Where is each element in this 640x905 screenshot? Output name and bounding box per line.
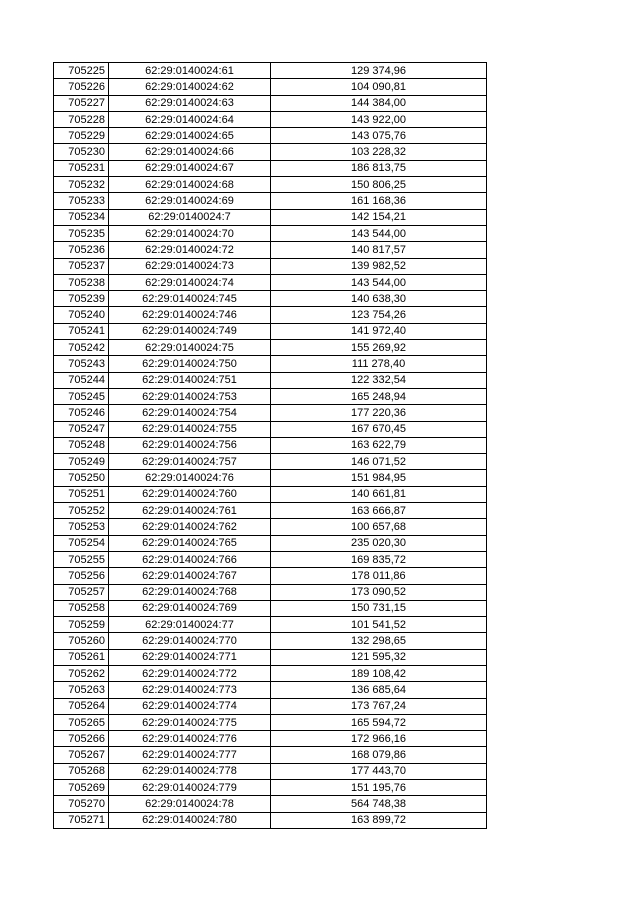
value-cell: 140 638,30	[271, 291, 487, 307]
cadastral-number-cell: 62:29:0140024:768	[109, 584, 271, 600]
value-cell: 165 594,72	[271, 714, 487, 730]
table-row	[54, 95, 487, 111]
row-number-cell: 705246	[54, 405, 109, 421]
cadastral-number-cell: 62:29:0140024:68	[109, 177, 271, 193]
table-row	[54, 600, 487, 616]
row-number-cell: 705229	[54, 128, 109, 144]
value-cell: 163 622,79	[271, 437, 487, 453]
cadastral-number-cell: 62:29:0140024:64	[109, 111, 271, 127]
row-number-cell: 705228	[54, 111, 109, 127]
value-cell: 178 011,86	[271, 568, 487, 584]
table-row	[54, 731, 487, 747]
table-row	[54, 128, 487, 144]
table-row	[54, 519, 487, 535]
table-row	[54, 79, 487, 95]
table-row	[54, 617, 487, 633]
cadastral-number-cell: 62:29:0140024:750	[109, 356, 271, 372]
table-row	[54, 747, 487, 763]
table-row	[54, 209, 487, 225]
row-number-cell: 705269	[54, 780, 109, 796]
table-row	[54, 144, 487, 160]
row-number-cell: 705252	[54, 503, 109, 519]
table-row	[54, 486, 487, 502]
cadastral-number-cell: 62:29:0140024:65	[109, 128, 271, 144]
value-cell: 139 982,52	[271, 258, 487, 274]
row-number-cell: 705241	[54, 323, 109, 339]
table-row	[54, 470, 487, 486]
table-row	[54, 568, 487, 584]
cadastral-number-cell: 62:29:0140024:765	[109, 535, 271, 551]
value-cell: 140 817,57	[271, 242, 487, 258]
row-number-cell: 705271	[54, 812, 109, 828]
cadastral-number-cell: 62:29:0140024:753	[109, 388, 271, 404]
cadastral-number-cell: 62:29:0140024:78	[109, 796, 271, 812]
value-cell: 140 661,81	[271, 486, 487, 502]
row-number-cell: 705238	[54, 274, 109, 290]
table-row	[54, 291, 487, 307]
row-number-cell: 705244	[54, 372, 109, 388]
value-cell: 151 984,95	[271, 470, 487, 486]
table-row	[54, 633, 487, 649]
value-cell: 161 168,36	[271, 193, 487, 209]
cadastral-number-cell: 62:29:0140024:73	[109, 258, 271, 274]
table-row	[54, 421, 487, 437]
cadastral-number-cell: 62:29:0140024:751	[109, 372, 271, 388]
table-row	[54, 323, 487, 339]
cadastral-number-cell: 62:29:0140024:762	[109, 519, 271, 535]
row-number-cell: 705257	[54, 584, 109, 600]
row-number-cell: 705227	[54, 95, 109, 111]
value-cell: 143 544,00	[271, 225, 487, 241]
row-number-cell: 705236	[54, 242, 109, 258]
row-number-cell: 705258	[54, 600, 109, 616]
row-number-cell: 705254	[54, 535, 109, 551]
value-cell: 173 090,52	[271, 584, 487, 600]
cadastral-number-cell: 62:29:0140024:755	[109, 421, 271, 437]
cadastral-number-cell: 62:29:0140024:67	[109, 160, 271, 176]
table-row	[54, 796, 487, 812]
row-number-cell: 705264	[54, 698, 109, 714]
cadastral-number-cell: 62:29:0140024:746	[109, 307, 271, 323]
cadastral-number-cell: 62:29:0140024:745	[109, 291, 271, 307]
cadastral-number-cell: 62:29:0140024:774	[109, 698, 271, 714]
cadastral-number-cell: 62:29:0140024:754	[109, 405, 271, 421]
table-row	[54, 551, 487, 567]
table-row	[54, 405, 487, 421]
row-number-cell: 705260	[54, 633, 109, 649]
value-cell: 136 685,64	[271, 682, 487, 698]
row-number-cell: 705259	[54, 617, 109, 633]
table-row	[54, 242, 487, 258]
row-number-cell: 705263	[54, 682, 109, 698]
cadastral-number-cell: 62:29:0140024:62	[109, 79, 271, 95]
row-number-cell: 705234	[54, 209, 109, 225]
table-row	[54, 372, 487, 388]
cadastral-number-cell: 62:29:0140024:770	[109, 633, 271, 649]
value-cell: 189 108,42	[271, 665, 487, 681]
value-cell: 143 075,76	[271, 128, 487, 144]
table-row	[54, 780, 487, 796]
value-cell: 168 079,86	[271, 747, 487, 763]
value-cell: 132 298,65	[271, 633, 487, 649]
table-row	[54, 812, 487, 828]
value-cell: 103 228,32	[271, 144, 487, 160]
cadastral-number-cell: 62:29:0140024:760	[109, 486, 271, 502]
row-number-cell: 705249	[54, 454, 109, 470]
table-row	[54, 258, 487, 274]
value-cell: 564 748,38	[271, 796, 487, 812]
cadastral-number-cell: 62:29:0140024:63	[109, 95, 271, 111]
cadastral-number-cell: 62:29:0140024:70	[109, 225, 271, 241]
value-cell: 235 020,30	[271, 535, 487, 551]
row-number-cell: 705233	[54, 193, 109, 209]
table-row	[54, 763, 487, 779]
table-row	[54, 160, 487, 176]
table-row	[54, 503, 487, 519]
row-number-cell: 705237	[54, 258, 109, 274]
value-cell: 172 966,16	[271, 731, 487, 747]
value-cell: 101 541,52	[271, 617, 487, 633]
row-number-cell: 705235	[54, 225, 109, 241]
cadastral-value-table	[53, 62, 487, 829]
cadastral-number-cell: 62:29:0140024:76	[109, 470, 271, 486]
row-number-cell: 705232	[54, 177, 109, 193]
value-cell: 150 806,25	[271, 177, 487, 193]
row-number-cell: 705256	[54, 568, 109, 584]
table-row	[54, 698, 487, 714]
cadastral-number-cell: 62:29:0140024:7	[109, 209, 271, 225]
cadastral-number-cell: 62:29:0140024:780	[109, 812, 271, 828]
cadastral-number-cell: 62:29:0140024:69	[109, 193, 271, 209]
cadastral-number-cell: 62:29:0140024:749	[109, 323, 271, 339]
value-cell: 173 767,24	[271, 698, 487, 714]
table-row	[54, 437, 487, 453]
value-cell: 167 670,45	[271, 421, 487, 437]
cadastral-number-cell: 62:29:0140024:773	[109, 682, 271, 698]
cadastral-number-cell: 62:29:0140024:767	[109, 568, 271, 584]
value-cell: 165 248,94	[271, 388, 487, 404]
cadastral-number-cell: 62:29:0140024:66	[109, 144, 271, 160]
table-row	[54, 193, 487, 209]
table-row	[54, 584, 487, 600]
value-cell: 143 544,00	[271, 274, 487, 290]
value-cell: 141 972,40	[271, 323, 487, 339]
value-cell: 146 071,52	[271, 454, 487, 470]
table-body	[54, 63, 487, 829]
row-number-cell: 705251	[54, 486, 109, 502]
value-cell: 100 657,68	[271, 519, 487, 535]
cadastral-number-cell: 62:29:0140024:777	[109, 747, 271, 763]
table-row	[54, 682, 487, 698]
row-number-cell: 705270	[54, 796, 109, 812]
cadastral-number-cell: 62:29:0140024:775	[109, 714, 271, 730]
cadastral-number-cell: 62:29:0140024:769	[109, 600, 271, 616]
value-cell: 144 384,00	[271, 95, 487, 111]
row-number-cell: 705245	[54, 388, 109, 404]
value-cell: 121 595,32	[271, 649, 487, 665]
cadastral-number-cell: 62:29:0140024:761	[109, 503, 271, 519]
cadastral-number-cell: 62:29:0140024:772	[109, 665, 271, 681]
row-number-cell: 705247	[54, 421, 109, 437]
table-row	[54, 388, 487, 404]
row-number-cell: 705231	[54, 160, 109, 176]
value-cell: 177 443,70	[271, 763, 487, 779]
row-number-cell: 705250	[54, 470, 109, 486]
table-row	[54, 63, 487, 79]
row-number-cell: 705266	[54, 731, 109, 747]
row-number-cell: 705265	[54, 714, 109, 730]
row-number-cell: 705253	[54, 519, 109, 535]
cadastral-number-cell: 62:29:0140024:779	[109, 780, 271, 796]
cadastral-number-cell: 62:29:0140024:771	[109, 649, 271, 665]
table-row	[54, 307, 487, 323]
value-cell: 129 374,96	[271, 63, 487, 79]
row-number-cell: 705242	[54, 340, 109, 356]
cadastral-number-cell: 62:29:0140024:766	[109, 551, 271, 567]
value-cell: 104 090,81	[271, 79, 487, 95]
table-row	[54, 274, 487, 290]
row-number-cell: 705255	[54, 551, 109, 567]
cadastral-number-cell: 62:29:0140024:74	[109, 274, 271, 290]
value-cell: 142 154,21	[271, 209, 487, 225]
value-cell: 186 813,75	[271, 160, 487, 176]
value-cell: 122 332,54	[271, 372, 487, 388]
cadastral-number-cell: 62:29:0140024:778	[109, 763, 271, 779]
cadastral-number-cell: 62:29:0140024:77	[109, 617, 271, 633]
cadastral-number-cell: 62:29:0140024:776	[109, 731, 271, 747]
cadastral-number-cell: 62:29:0140024:72	[109, 242, 271, 258]
table-row	[54, 454, 487, 470]
table-row	[54, 649, 487, 665]
row-number-cell: 705230	[54, 144, 109, 160]
value-cell: 163 666,87	[271, 503, 487, 519]
row-number-cell: 705225	[54, 63, 109, 79]
value-cell: 150 731,15	[271, 600, 487, 616]
value-cell: 111 278,40	[271, 356, 487, 372]
table-row	[54, 356, 487, 372]
value-cell: 151 195,76	[271, 780, 487, 796]
value-cell: 123 754,26	[271, 307, 487, 323]
value-cell: 143 922,00	[271, 111, 487, 127]
table-row	[54, 111, 487, 127]
table-row	[54, 225, 487, 241]
row-number-cell: 705267	[54, 747, 109, 763]
value-cell: 169 835,72	[271, 551, 487, 567]
row-number-cell: 705262	[54, 665, 109, 681]
row-number-cell: 705248	[54, 437, 109, 453]
cadastral-number-cell: 62:29:0140024:61	[109, 63, 271, 79]
row-number-cell: 705243	[54, 356, 109, 372]
row-number-cell: 705226	[54, 79, 109, 95]
table-row	[54, 714, 487, 730]
cadastral-number-cell: 62:29:0140024:75	[109, 340, 271, 356]
row-number-cell: 705261	[54, 649, 109, 665]
value-cell: 163 899,72	[271, 812, 487, 828]
row-number-cell: 705240	[54, 307, 109, 323]
value-cell: 155 269,92	[271, 340, 487, 356]
table-row	[54, 340, 487, 356]
table-row	[54, 535, 487, 551]
table-row	[54, 665, 487, 681]
value-cell: 177 220,36	[271, 405, 487, 421]
row-number-cell: 705239	[54, 291, 109, 307]
cadastral-number-cell: 62:29:0140024:756	[109, 437, 271, 453]
row-number-cell: 705268	[54, 763, 109, 779]
cadastral-number-cell: 62:29:0140024:757	[109, 454, 271, 470]
table-row	[54, 177, 487, 193]
